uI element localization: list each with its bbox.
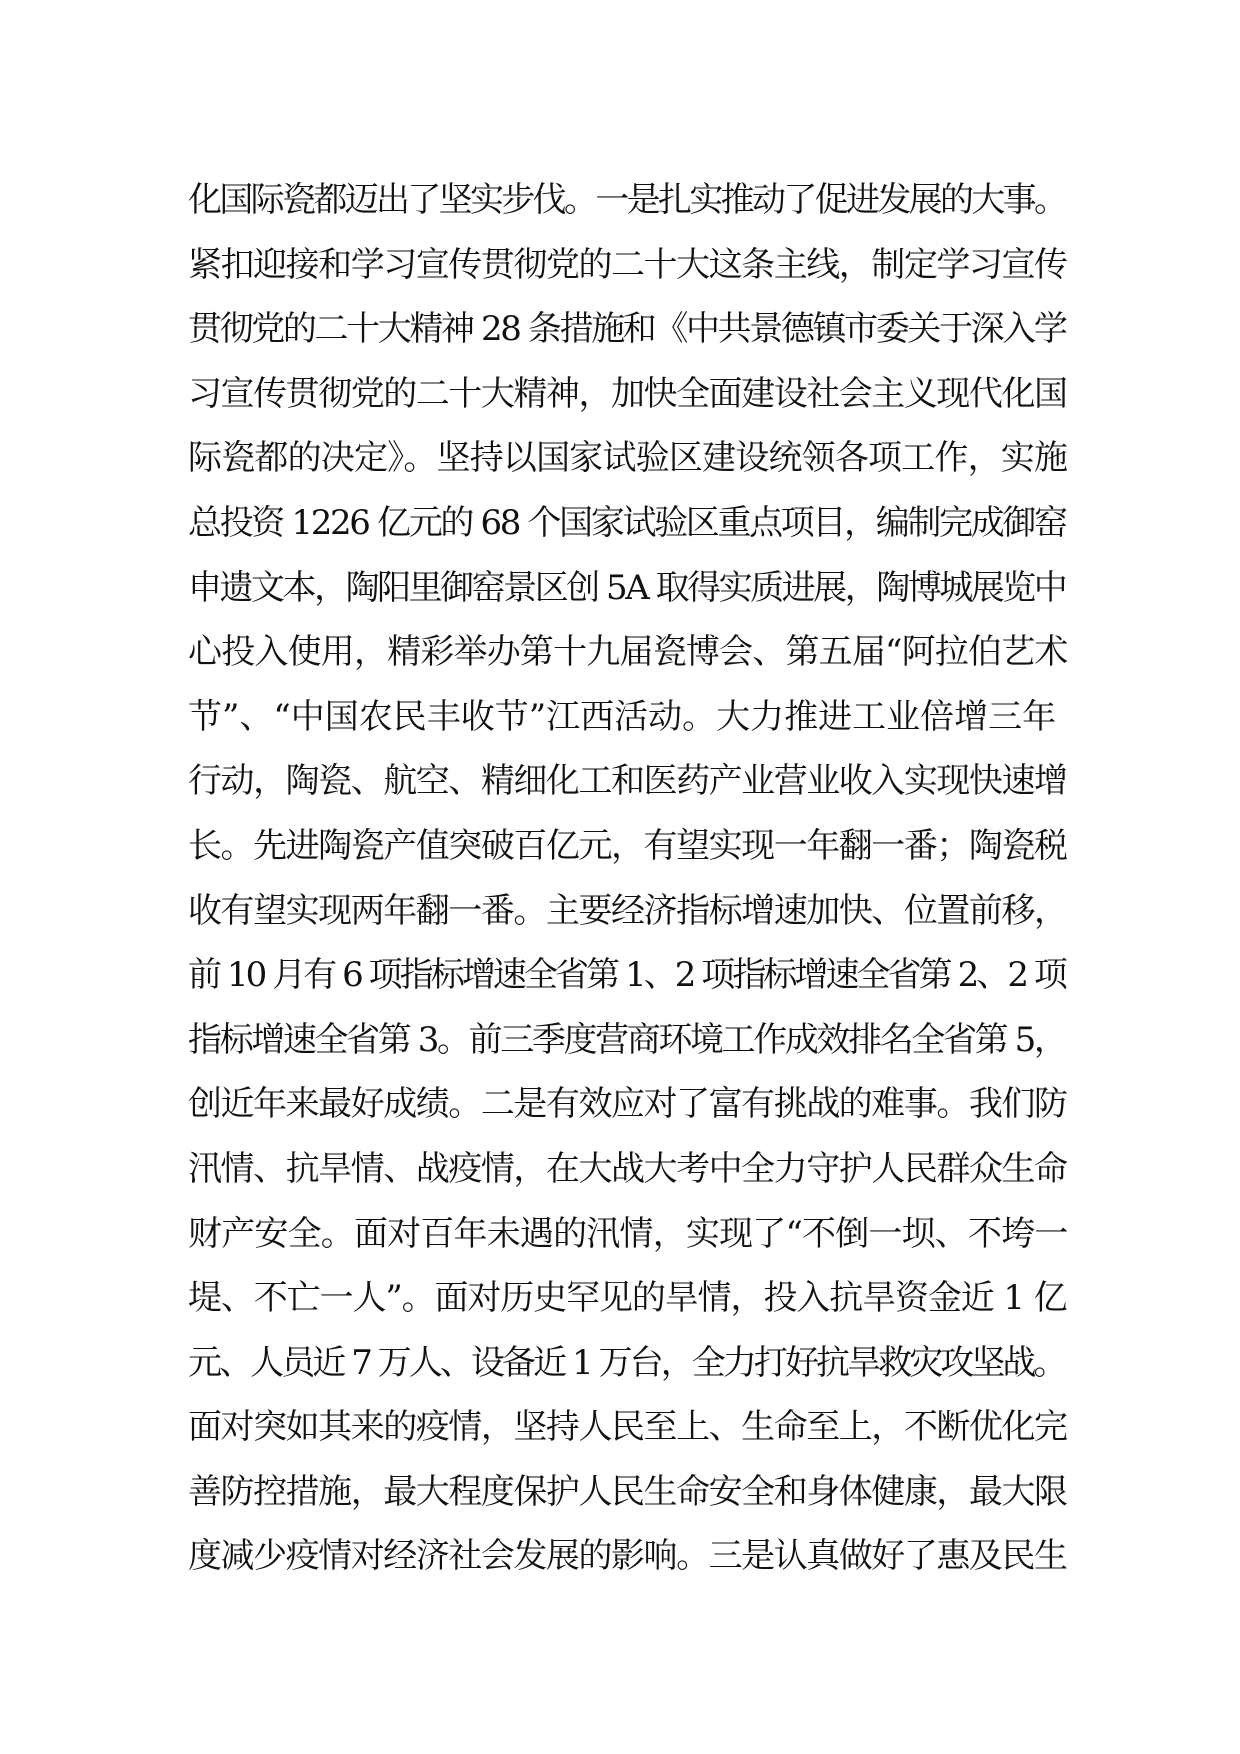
paragraph-line: 际瓷都的决定》。坚持以国家试验区建设统领各项工作，实施	[188, 438, 1068, 479]
paragraph-line: 度减少疫情对经济社会发展的影响。三是认真做好了惠及民生	[188, 1536, 1067, 1577]
paragraph-line: 长。先进陶瓷产值突破百亿元，有望实现一年翻一番；陶瓷税	[188, 825, 1067, 866]
paragraph-line: 元、人员近 7 万人、设备近 1 万台，全力打好抗旱救灾攻坚战。	[188, 1342, 1065, 1383]
paragraph-line: 前 10 月有 6 项指标增速全省第 1、2 项指标增速全省第 2、2 项	[188, 955, 1065, 996]
paragraph-line: 节”、“中国农民丰收节”江西活动。大力推进工业倍增三年	[188, 696, 1057, 737]
paragraph-line: 化国际瓷都迈出了坚实步伐。一是扎实推动了促进发展的大事。	[188, 180, 1066, 220]
paragraph-line: 习宣传贯彻党的二十大精神，加快全面建设社会主义现代化国	[188, 373, 1067, 414]
body-text	[188, 168, 1068, 1589]
paragraph-line: 创近年来最好成绩。二是有效应对了富有挑战的难事。我们防	[188, 1084, 1067, 1125]
paragraph-line: 申遗文本，陶阳里御窑景区创 5A 取得实质进展，陶博城展览中	[188, 567, 1066, 608]
paragraph-line: 心投入使用，精彩举办第十九届瓷博会、第五届“阿拉伯艺术	[188, 632, 1068, 673]
paragraph-line: 贯彻党的二十大精神 28 条措施和《中共景德镇市委关于深入学	[188, 309, 1066, 350]
paragraph-line: 紧扣迎接和学习宣传贯彻党的二十大这条主线，制定学习宣传	[188, 244, 1067, 285]
paragraph-line: 指标增速全省第 3。前三季度营商环境工作成效排名全省第 5，	[188, 1019, 1066, 1060]
paragraph-line: 收有望实现两年翻一番。主要经济指标增速加快、位置前移，	[188, 890, 1067, 931]
paragraph-line: 总投资 1226 亿元的 68 个国家试验区重点项目，编制完成御窑	[188, 502, 1066, 543]
paragraph-line: 汛情、抗旱情、战疫情，在大战大考中全力守护人民群众生命	[188, 1148, 1067, 1189]
paragraph-line: 行动，陶瓷、航空、精细化工和医药产业营业收入实现快速增	[188, 761, 1067, 802]
paragraph-line: 财产安全。面对百年未遇的汛情，实现了“不倒一坝、不垮一	[188, 1213, 1068, 1254]
paragraph-line: 面对突如其来的疫情，坚持人民至上、生命至上，不断优化完	[188, 1407, 1067, 1448]
paragraph-line: 堤、不亡一人”。面对历史罕见的旱情，投入抗旱资金近 1 亿	[188, 1278, 1067, 1319]
paragraph-line: 善防控措施，最大程度保护人民生命安全和身体健康，最大限	[188, 1471, 1067, 1512]
